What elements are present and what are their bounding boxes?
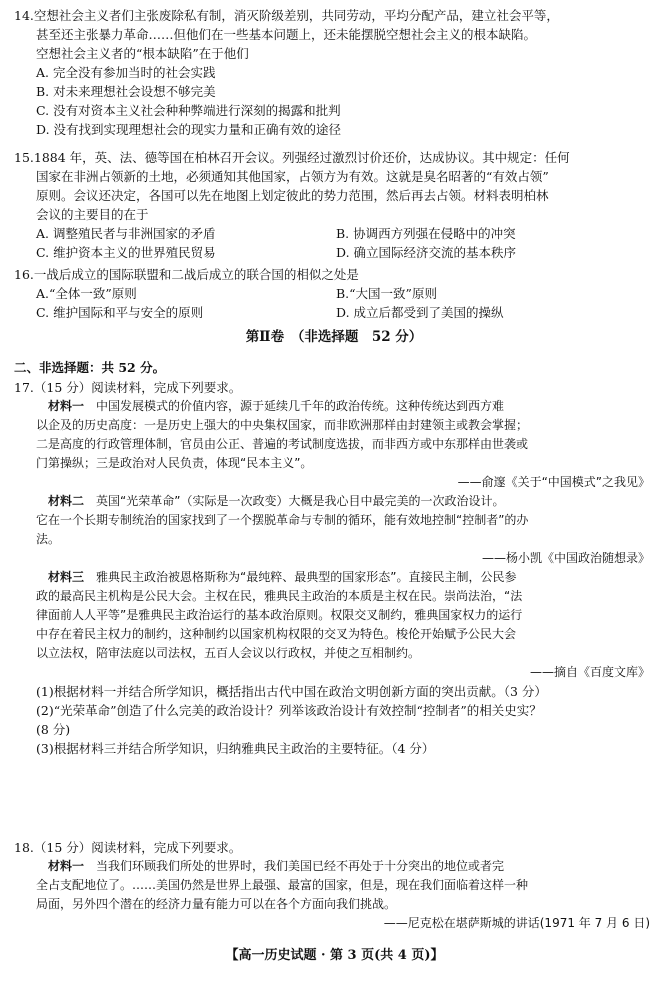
q17-material-3-line-1	[14, 568, 654, 587]
q15-stem-line-1: 15.1884 年，英、法、德等国在柏林召开会议。列强经过激烈讨价还价，达成协议。其中规定：任何	[14, 150, 570, 165]
q18-material-1-line-1	[14, 857, 654, 876]
q15-options-row-1	[14, 224, 654, 243]
q17-material-3-label: 材料三	[48, 570, 85, 584]
q15-option-a: A. 调整殖民者与非洲国家的矛盾	[36, 226, 216, 241]
q16-option-b: B.“大国一致”原则	[336, 286, 437, 301]
q17-material-3-text-1: 雅典民主政治被恩格斯称为“最纯粹、最典型的国家形态”。直接民主制，公民参	[84, 570, 517, 584]
q16-options-row-2	[14, 303, 654, 322]
question-16	[14, 265, 654, 322]
q16-option-d: D. 成立后都受到了美国的操纵	[336, 305, 504, 320]
q14-option-c: C. 没有对资本主义社会种种弊端进行深刻的揭露和批判	[36, 103, 341, 118]
q17-requirement-2-points: (8 分)	[36, 722, 71, 737]
q14-stem-line-3: 空想社会主义者的“根本缺陷”在于他们	[36, 46, 249, 61]
q18-material-1-source: ——尼克松在堪萨斯城的讲话(1971 年 7 月 6 日)	[383, 916, 650, 930]
q17-material-1-line-2: 以企及的历史高度：一是历史上强大的中央集权国家，而非欧洲那样由封建领主或教会掌握；	[36, 418, 529, 432]
q17-material-1-label: 材料一	[48, 399, 85, 413]
q18-material-1-line-2: 全占支配地位了。……美国仍然是世界上最强、最富的国家，但是，现在我们面临着这样一种	[36, 878, 529, 892]
q17-material-2-line-2: 它在一个长期专制统治的国家找到了一个摆脱革命与专制的循环，能有效地控制“控制者”的办	[36, 513, 529, 527]
q14-option-b: B. 对未来理想社会设想不够完美	[36, 84, 216, 99]
q17-material-3-source: ——摘自《百度文库》	[529, 665, 650, 679]
q17-material-3-line-3: 律面前人人平等”是雅典民主政治运行的基本政治原则。权限交叉制约，雅典国家权力的运行	[36, 608, 523, 622]
q18-material-1-label: 材料一	[48, 859, 85, 873]
q14-stem-line-2: 甚至还主张暴力革命……但他们在一些基本问题上，还未能摆脱空想社会主义的根本缺陷。	[36, 27, 537, 42]
question-18	[14, 838, 654, 933]
q17-requirement-1: (1)根据材料一并结合所学知识，概括指出古代中国在政治文明创新方面的突出贡献。（3 分）	[36, 684, 547, 699]
q17-material-2-text-1: 英国“光荣革命”（实际是一次政变）大概是我心目中最完美的一次政治设计。	[84, 494, 505, 508]
section-2-heading: 二、非选择题：共 52 分。	[14, 360, 166, 375]
q17-material-3-line-5: 以立法权，陪审法庭以司法权，五百人会议以行政权，并使之互相制约。	[36, 646, 421, 660]
q17-material-1-text-1: 中国发展模式的价值内容，源于延续几千年的政治传统。这种传统达到西方难	[84, 399, 505, 413]
q15-option-c: C. 维护资本主义的世界殖民贸易	[36, 245, 216, 260]
q15-stem-line-3: 原则。会议还决定，各国可以先在地图上划定彼此的势力范围，然后再去占领。材料表明柏林	[36, 188, 549, 203]
q17-requirement-2: (2)“光荣革命”创造了什么完美的政治设计？列举该政治设计有效控制“控制者”的相关史实？	[36, 703, 542, 718]
q15-stem-line-2: 国家在非洲占领新的土地，必须通知其他国家，占领方为有效。这就是臭名昭著的“有效占领”	[36, 169, 549, 184]
q18-stem: 18.（15 分）阅读材料，完成下列要求。	[14, 840, 242, 855]
q17-material-3-line-4: 中存在着民主权力的制约，这种制约以国家机构权限的交叉为特色。梭伦开始赋予公民大会	[36, 627, 517, 641]
q16-stem-line-1: 16.一战后成立的国际联盟和二战后成立的联合国的相似之处是	[14, 267, 359, 282]
question-15	[14, 148, 654, 262]
q15-options-row-2	[14, 243, 654, 262]
q17-material-3-line-2: 政的最高民主机构是公民大会。主权在民，雅典民主政治的本质是主权在民。崇尚法治，“法	[36, 589, 523, 603]
q15-stem-line-4: 会议的主要目的在于	[36, 207, 149, 222]
question-14	[14, 6, 654, 139]
question-17	[14, 378, 654, 758]
q17-material-1-source: ——俞邃《关于“中国模式”之我见》	[457, 475, 650, 489]
section-2-header	[14, 328, 654, 347]
q17-stem: 17.（15 分）阅读材料，完成下列要求。	[14, 380, 242, 395]
q14-option-d: D. 没有找到实现理想社会的现实力量和正确有效的途径	[36, 122, 342, 137]
section-2-title: 第Ⅱ卷 （非选择题 52 分）	[245, 329, 423, 345]
q16-option-a: A.“全体一致”原则	[36, 286, 137, 301]
q17-requirement-3: (3)根据材料三并结合所学知识，归纳雅典民主政治的主要特征。（4 分）	[36, 741, 435, 756]
q16-options-row-1	[14, 284, 654, 303]
q18-material-1-line-3: 局面，另外四个潜在的经济力量有能力可以在各个方面向我们挑战。	[36, 897, 397, 911]
q17-material-2-line-3: 法。	[36, 532, 61, 546]
q14-option-a: A. 完全没有参加当时的社会实践	[36, 65, 216, 80]
q17-material-1-line-1	[14, 397, 654, 416]
q17-material-2-label: 材料二	[48, 494, 85, 508]
q15-option-b: B. 协调西方列强在侵略中的冲突	[336, 226, 516, 241]
q17-material-2-line-1	[14, 492, 654, 511]
q17-material-2-source: ——杨小凯《中国政治随想录》	[481, 551, 650, 565]
section-2-heading-wrap	[14, 358, 654, 377]
q14-stem-line-1: 14.空想社会主义者们主张废除私有制，消灭阶级差别，共同劳动，平均分配产品，建立社会平等，	[14, 8, 559, 23]
q17-material-1-line-3: 二是高度的行政管理体制，官员由公正、普遍的考试制度选拔，而非西方或中东那样由世袭或	[36, 437, 529, 451]
q16-option-c: C. 维护国际和平与安全的原则	[36, 305, 204, 320]
q15-option-d: D. 确立国际经济交流的基本秩序	[336, 245, 517, 260]
page-footer: 【高一历史试题 · 第 3 页(共 4 页)】	[225, 948, 444, 963]
q17-material-1-line-4: 门第操纵；三是政治对人民负责，体现“民本主义”。	[36, 456, 313, 470]
q18-material-1-text-1: 当我们环顾我们所处的世界时，我们美国已经不再处于十分突出的地位或者完	[84, 859, 505, 873]
